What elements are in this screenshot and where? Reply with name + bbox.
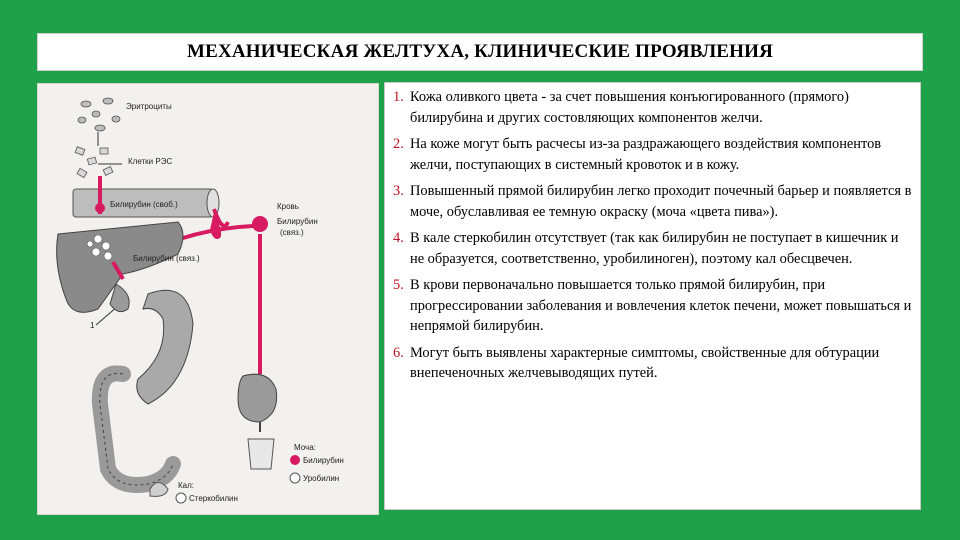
res-cells-icon (75, 147, 113, 178)
item-number: 2. (393, 136, 404, 152)
label-urine-bilirubin: Билирубин (303, 456, 344, 465)
item-number: 5. (393, 277, 404, 293)
list-item (393, 134, 912, 175)
kidney-icon (238, 374, 277, 422)
title-banner (37, 33, 923, 71)
erythrocytes-icon (78, 98, 120, 131)
item-text: Могут быть выявлены характерные симптомы, свойственные для обтурации внепеченочных желчевыводящих путей. (410, 344, 880, 381)
jaundice-diagram (37, 83, 379, 515)
urine-glass-icon (248, 439, 274, 469)
item-text: Повышенный прямой билирубин легко проходит почечный барьер и появляется в моче, обуславливая ее темную окраску (моча «цвета пива»). (410, 183, 912, 220)
label-bilirubin-blood: Билирубин (277, 217, 318, 226)
list-item (393, 343, 912, 384)
list-item (393, 228, 912, 269)
label-res-cells: Клетки РЭС (128, 157, 173, 166)
label-urine: Моча: (294, 443, 316, 452)
duodenum-icon (137, 290, 193, 404)
label-urine-urobilin: Уробилин (303, 474, 340, 483)
list-item (393, 181, 912, 222)
list-item (393, 275, 912, 337)
item-text: Кожа оливкого цвета - за счет повышения конъюгированного (прямого) билирубина и других состовляющих компонентов желчи. (410, 89, 849, 126)
manifestations-list (384, 82, 921, 510)
label-stool: Кал: (178, 481, 194, 490)
urine-bilirubin-dot (290, 455, 300, 465)
urine-urobilin-dot (290, 473, 300, 483)
item-number: 3. (393, 183, 404, 199)
label-marker-1: 1 (90, 321, 95, 330)
item-text: В кале стеркобилин отсутствует (так как билирубин не поступает в кишечник и не образуется, соответственно, уробилиноген), поэтому кал обесцвечен. (410, 230, 899, 267)
blood-bilirubin-dot (252, 216, 268, 232)
label-bilirubin-free: Билирубин (своб.) (110, 200, 178, 209)
stool-stercobilin-dot (176, 493, 186, 503)
slide-title: МЕХАНИЧЕСКАЯ ЖЕЛТУХА, КЛИНИЧЕСКИЕ ПРОЯВЛЕНИЯ (186, 41, 774, 62)
item-number: 6. (393, 344, 404, 361)
label-blood: Кровь (277, 202, 299, 211)
label-bound-blood: (связ.) (280, 228, 304, 237)
list-item (393, 87, 912, 128)
label-erythrocytes: Эритроциты (126, 102, 172, 111)
item-number: 4. (393, 230, 404, 246)
item-number: 1. (393, 89, 404, 105)
label-stool-stercobilin: Стеркобилин (189, 494, 238, 503)
item-text: На коже могут быть расчесы из-за раздражающего воздействия компонентов желчи, поступающих в системный кровоток и в кожу. (410, 136, 882, 173)
pathway-illustration (38, 84, 378, 514)
label-bilirubin-liver: Билирубин (связ.) (133, 254, 200, 263)
item-text: В крови первоначально повышается только прямой билирубин, при прогрессировании заболевания и вовлечения клеток печени, может повышаться и непрямой билирубин. (410, 277, 912, 334)
